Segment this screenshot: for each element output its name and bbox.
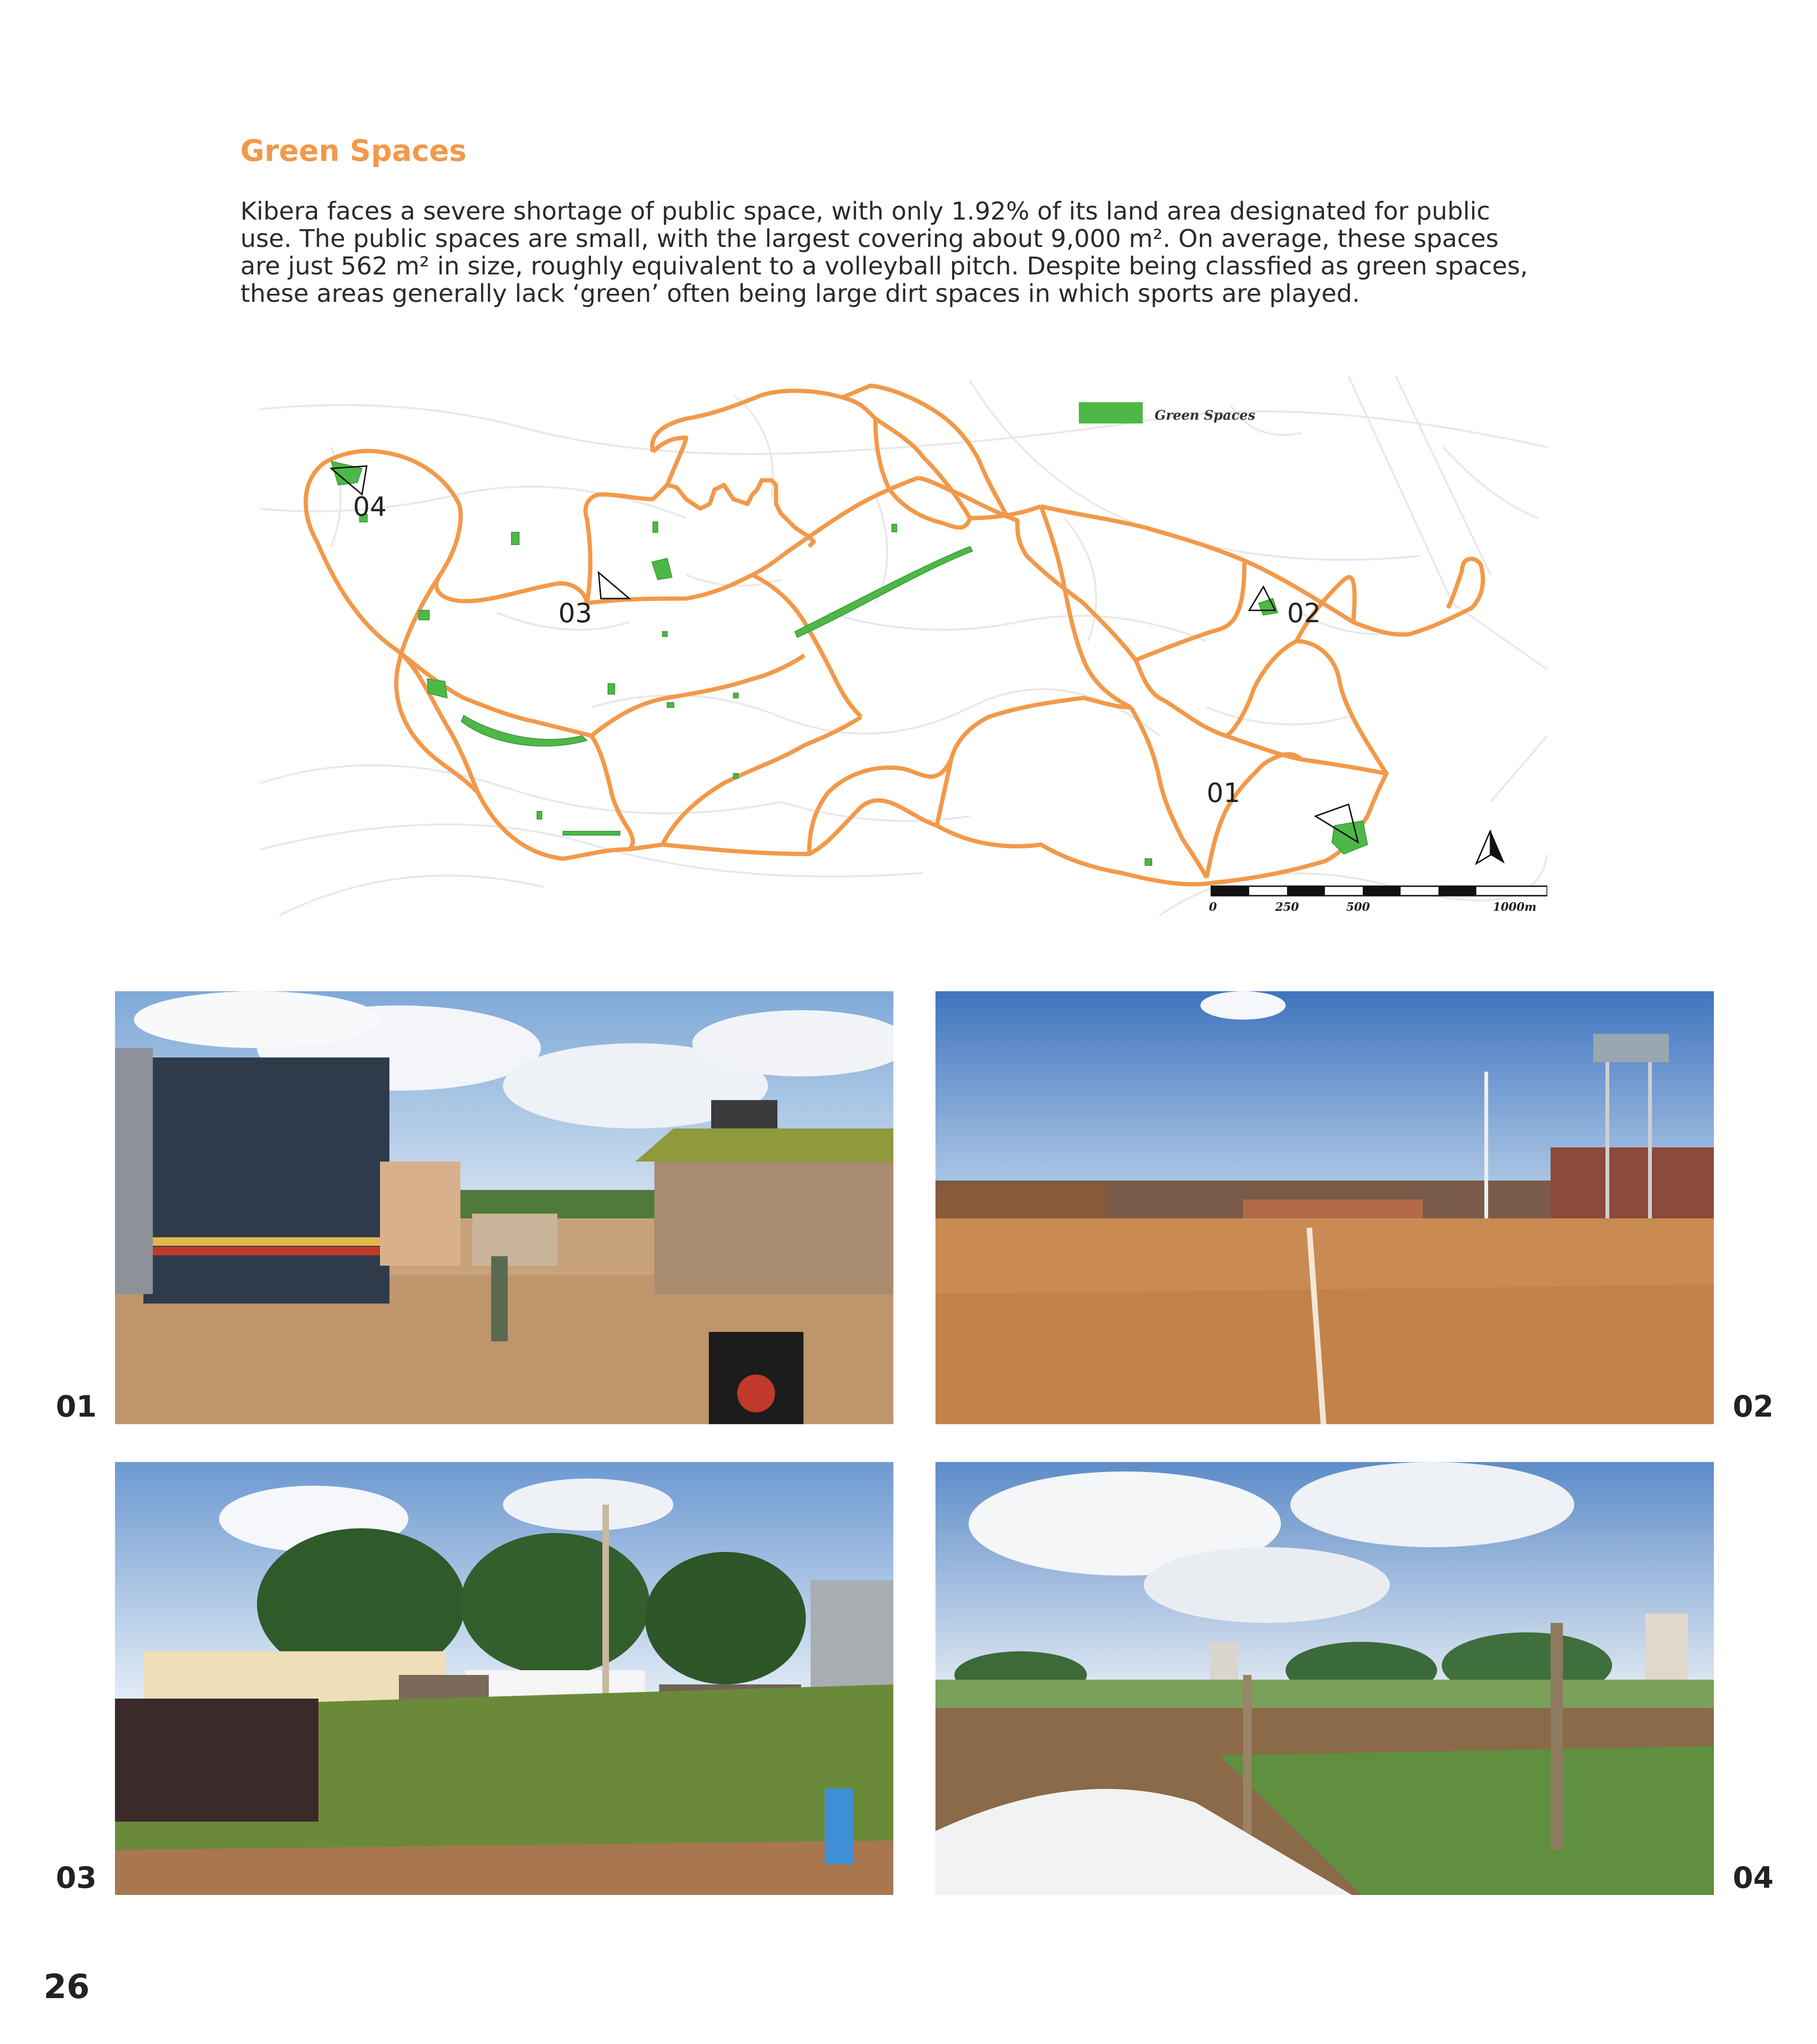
settlement-boundaries [306, 386, 1483, 884]
photo-label-02: 02 [1733, 1389, 1774, 1424]
marker-label-03: 03 [558, 598, 592, 629]
photo-03 [115, 1462, 893, 1895]
view-markers [331, 466, 1358, 842]
legend-swatch [1079, 402, 1143, 423]
view-cone-03 [599, 573, 629, 599]
scale-label-1000: 1000m [1493, 900, 1537, 914]
scale-label-250: 250 [1275, 900, 1299, 914]
paragraph-line: are just 562 m² in size, roughly equivalent to a volleyball pitch. Despite being classfied as green spaces, [240, 252, 1528, 281]
paragraph-line: Kibera faces a severe shortage of public space, with only 1.92% of its land area designated for public [240, 197, 1491, 226]
photo-02 [935, 991, 1714, 1424]
marker-label-01: 01 [1207, 778, 1241, 809]
intro-paragraph [240, 198, 1565, 308]
marker-label-02: 02 [1287, 598, 1321, 629]
section-heading: Green Spaces [240, 133, 467, 168]
scale-label-0: 0 [1209, 900, 1217, 914]
north-arrow-icon [1476, 830, 1505, 863]
kibera-green-spaces-map [260, 376, 1547, 920]
legend-label: Green Spaces [1155, 407, 1255, 423]
photo-label-03: 03 [56, 1860, 97, 1895]
photo-label-01: 01 [56, 1389, 97, 1424]
marker-label-04: 04 [353, 492, 387, 522]
photo-label-04: 04 [1733, 1860, 1774, 1895]
photo-04 [935, 1462, 1714, 1895]
paragraph-line: these areas generally lack ‘green’ often being large dirt spaces in which sports are played. [240, 280, 1360, 308]
paragraph-line: use. The public spaces are small, with the largest covering about 9,000 m². On average, these spaces [240, 225, 1499, 253]
photo-01 [115, 991, 893, 1424]
page-number: 26 [44, 1967, 90, 2006]
scale-bar [1209, 886, 1547, 914]
scale-label-500: 500 [1346, 900, 1370, 914]
